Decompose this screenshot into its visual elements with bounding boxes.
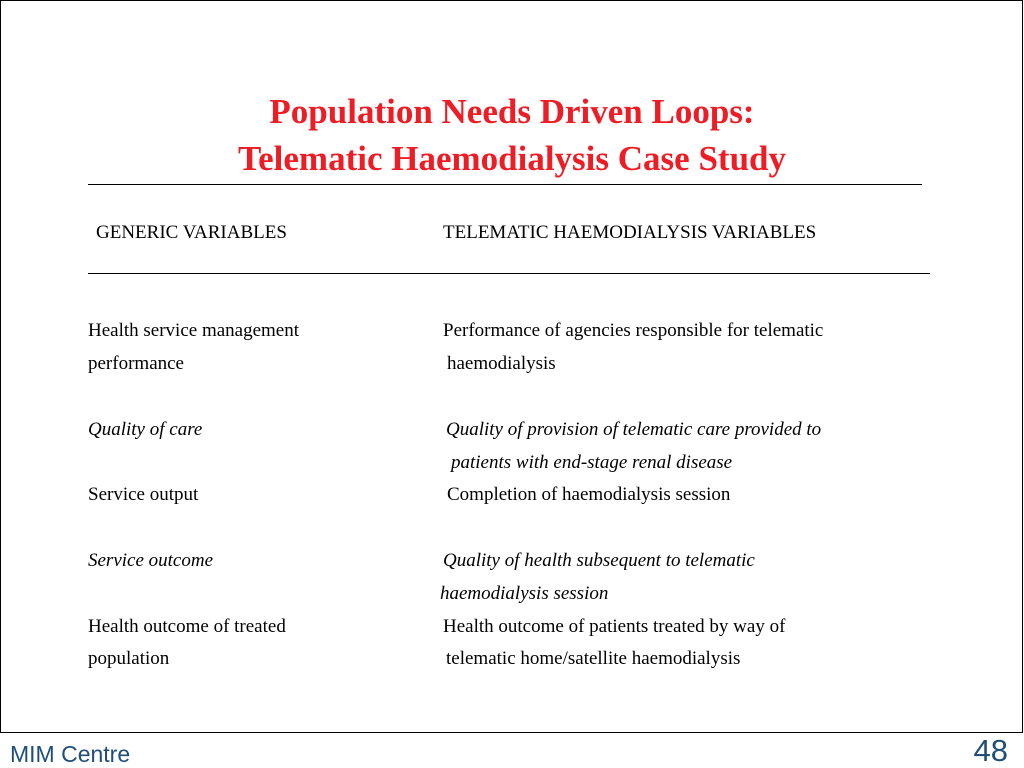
telematic-variable-5-line-2: telematic home/satellite haemodialysis xyxy=(446,648,741,669)
telematic-variable-5-line-1: Health outcome of patients treated by way of xyxy=(443,616,786,637)
generic-variable-5-line-2: population xyxy=(88,648,170,669)
title-line-1: Population Needs Driven Loops: xyxy=(269,92,755,131)
title-divider xyxy=(88,184,922,185)
generic-variable-2-line-1: Quality of care xyxy=(88,419,203,440)
header-divider xyxy=(88,273,930,274)
telematic-variable-2-line-1: Quality of provision of telematic care provided to xyxy=(446,419,822,440)
telematic-variable-4-line-1: Quality of health subsequent to telematic xyxy=(443,550,755,571)
slide-title xyxy=(0,88,1024,182)
title-line-2: Telematic Haemodialysis Case Study xyxy=(237,139,787,178)
page-number: 48 xyxy=(973,733,1008,768)
telematic-variable-2-line-2: patients with end-stage renal disease xyxy=(451,452,733,473)
telematic-variable-3-line-1: Completion of haemodialysis session xyxy=(447,484,731,505)
telematic-variable-1-line-2: haemodialysis xyxy=(447,353,556,374)
footer xyxy=(0,733,1024,768)
generic-variable-1-line-1: Health service management xyxy=(88,320,300,341)
generic-variable-4-line-1: Service outcome xyxy=(88,550,214,571)
generic-variable-3-line-1: Service output xyxy=(88,484,199,505)
telematic-variable-4-line-2: haemodialysis session xyxy=(440,583,609,604)
generic-variable-1-line-2: performance xyxy=(88,353,184,374)
generic-variable-5-line-1: Health outcome of treated xyxy=(88,616,286,637)
header-telematic-variables: TELEMATIC HAEMODIALYSIS VARIABLES xyxy=(443,222,817,243)
header-generic-variables: GENERIC VARIABLES xyxy=(96,222,287,243)
telematic-variable-1-line-1: Performance of agencies responsible for telematic xyxy=(443,320,824,341)
footer-organization: MIM Centre xyxy=(10,741,131,767)
